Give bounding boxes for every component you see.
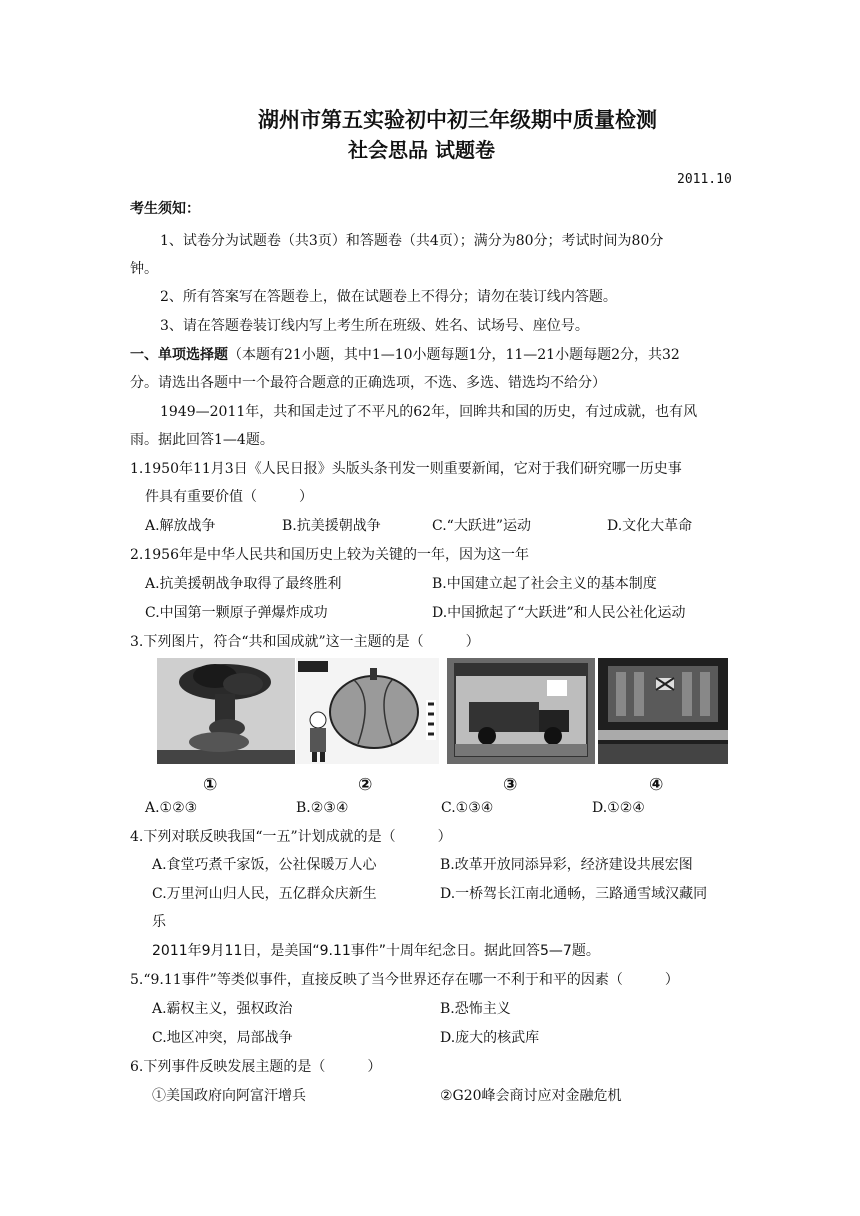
- notice-item-1: 1、试卷分为试题卷（共3页）和答题卷（共4页）；满分为80分；考试时间为80分: [160, 233, 664, 249]
- notice-item-3: 3、请在答题卷装订线内写上考生所在班级、姓名、试场号、座位号。: [160, 318, 589, 334]
- notice-item-1-cont: 钟。: [130, 261, 158, 277]
- photo-cartoon: [296, 658, 439, 764]
- photo-label-4: ④: [649, 775, 664, 795]
- q4-option-b[interactable]: B.改革开放同添异彩，经济建设共展宏图: [440, 857, 693, 873]
- q1-option-b[interactable]: B.抗美援朝战争: [282, 518, 381, 534]
- q4-stem: 4.下列对联反映我国“一五”计划成就的是（ ）: [130, 829, 452, 845]
- context-2: 2011年9月11日，是美国“9.11事件”十周年纪念日。据此回答5—7题。: [152, 943, 600, 959]
- q4-option-a[interactable]: A.食堂巧煮千家饭，公社保暖万人心: [152, 857, 377, 873]
- q5-option-d[interactable]: D.庞大的核武库: [440, 1030, 540, 1046]
- q6-stem: 6.下列事件反映发展主题的是（ ）: [130, 1059, 382, 1075]
- q6-item-1: ①美国政府向阿富汗增兵: [152, 1088, 306, 1104]
- q1-stem-cont: 件具有重要价值（ ）: [145, 489, 313, 505]
- notice-heading: 考生须知：: [130, 201, 200, 217]
- photo-ceremony: [598, 658, 728, 764]
- q2-stem: 2.1956年是中华人民共和国历史上较为关键的一年，因为这一年: [130, 547, 529, 563]
- q1-stem: 1.1950年11月3日《人民日报》头版头条刊发一则重要新闻，它对于我们研究哪一历史事: [130, 461, 682, 477]
- q3-option-d[interactable]: D.①②④: [592, 800, 645, 816]
- photo-label-1: ①: [203, 775, 218, 795]
- q1-option-a[interactable]: A.解放战争: [145, 518, 216, 534]
- q4-option-d[interactable]: D.一桥驾长江南北通畅，三路通雪域汉藏同: [440, 886, 708, 902]
- q5-stem: 5.“9.11事件”等类似事件，直接反映了当今世界还存在哪一不利于和平的因素（ ）: [130, 972, 679, 988]
- q3-option-a[interactable]: A.①②③: [145, 800, 198, 816]
- notice-item-2: 2、所有答案写在答题卷上，做在试题卷上不得分；请勿在装订线内答题。: [160, 289, 617, 305]
- q5-option-b[interactable]: B.恐怖主义: [440, 1001, 511, 1017]
- context-1-cont: 雨。据此回答1—4题。: [130, 432, 274, 448]
- section-1-heading: 一、单项选择题: [130, 347, 228, 363]
- exam-subtitle: 社会思品 试题卷: [348, 138, 495, 162]
- q2-option-c[interactable]: C.中国第一颗原子弹爆炸成功: [145, 605, 328, 621]
- q2-option-b[interactable]: B.中国建立起了社会主义的基本制度: [432, 576, 657, 592]
- q5-option-c[interactable]: C.地区冲突，局部战争: [152, 1030, 293, 1046]
- exam-date: 2011.10: [677, 172, 732, 187]
- q4-option-c[interactable]: C.万里河山归人民，五亿群众庆新生: [152, 886, 377, 902]
- q3-option-c[interactable]: C.①③④: [441, 800, 494, 816]
- photo-label-2: ②: [358, 775, 373, 795]
- section-1-intro: [130, 348, 680, 362]
- context-1: 1949—2011年，共和国走过了不平凡的62年，回眸共和国的历史，有过成就，也有风: [160, 404, 698, 420]
- q2-option-a[interactable]: A.抗美援朝战争取得了最终胜利: [145, 576, 342, 592]
- q1-option-d[interactable]: D.文化大革命: [607, 518, 693, 534]
- q5-option-a[interactable]: A.霸权主义，强权政治: [152, 1001, 293, 1017]
- q1-option-c[interactable]: C.“大跃进”运动: [432, 518, 531, 534]
- q3-option-b[interactable]: B.②③④: [296, 800, 349, 816]
- q2-option-d[interactable]: D.中国掀起了“大跃进”和人民公社化运动: [432, 605, 686, 621]
- exam-title: 湖州市第五实验初中初三年级期中质量检测: [258, 108, 657, 132]
- section-1-intro-cont: 分。请选出各题中一个最符合题意的正确选项，不选、多选、错选均不给分）: [130, 375, 606, 391]
- photo-truck-stamp: [447, 658, 595, 764]
- section-1-intro-text: （本题有21小题，其中1—10小题每题1分，11—21小题每题2分，共32: [228, 347, 680, 363]
- q6-item-2: ②G20峰会商讨应对金融危机: [440, 1088, 622, 1104]
- photo-label-3: ③: [503, 775, 518, 795]
- q4-option-c-cont: 乐: [152, 914, 166, 930]
- photo-atomic-bomb: [157, 658, 295, 764]
- q3-stem: 3.下列图片，符合“共和国成就”这一主题的是（ ）: [130, 634, 480, 650]
